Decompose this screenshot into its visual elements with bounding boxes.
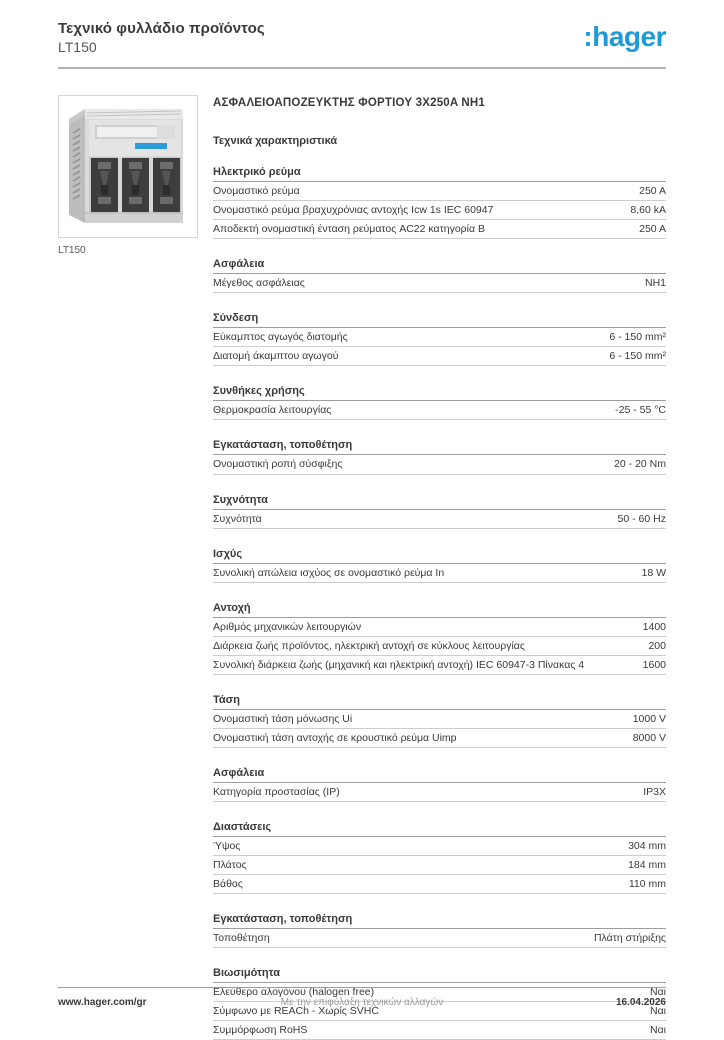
spec-value: 1400 (642, 620, 666, 633)
spec-row (213, 637, 666, 656)
product-image (58, 95, 198, 238)
spec-section (213, 602, 666, 675)
spec-row (213, 618, 666, 637)
spec-section (213, 694, 666, 748)
spec-label: Ονομαστικό ρεύμα βραχυχρόνιας αντοχής Icw 1s IEC 60947 (213, 204, 494, 217)
spec-label: Αριθμός μηχανικών λειτουργιών (213, 620, 362, 633)
spec-row (213, 347, 666, 366)
spec-row (213, 274, 666, 293)
spec-value: Ναι (650, 1005, 666, 1018)
spec-row (213, 510, 666, 529)
spec-value: Πλάτη στήριξης (593, 932, 666, 945)
spec-value: IP3X (643, 785, 666, 798)
spec-label: Ύψος (213, 840, 241, 852)
spec-row (213, 455, 666, 474)
spec-section-title: Εγκατάσταση, τοποθέτηση (213, 913, 666, 929)
product-image-column (58, 95, 213, 1040)
document-type-title: Τεχνικό φυλλάδιο προϊόντος (58, 20, 265, 37)
spec-value: 8,60 kA (630, 204, 666, 217)
technical-characteristics-heading: Τεχνικά χαρακτηριστικά (213, 135, 338, 147)
product-reference: LT150 (58, 39, 97, 55)
spec-value: 6 - 150 mm² (609, 331, 666, 344)
spec-section (213, 312, 666, 366)
spec-row (213, 1021, 666, 1040)
specifications-column (213, 95, 666, 1040)
spec-label: Ελεύθερο αλογόνου (halogen free) (213, 986, 375, 999)
spec-label: Συμμόρφωση RoHS (213, 1024, 308, 1037)
spec-section-title: Βιωσιμότητα (213, 967, 666, 983)
spec-sections (213, 166, 666, 1040)
footer-disclaimer: Με την επιφύλαξη τεχνικών αλλαγών (280, 997, 444, 1008)
spec-section (213, 821, 666, 894)
spec-section-title: Διαστάσεις (213, 821, 666, 837)
spec-row (213, 401, 666, 420)
spec-label: Εύκαμπτος αγωγός διατομής (213, 331, 348, 344)
spec-label: Αποδεκτή ονομαστική ένταση ρεύματος AC22 κατηγορία B (213, 223, 485, 236)
footer-website: www.hager.com/gr (58, 997, 147, 1008)
spec-row (213, 856, 666, 875)
header-titles (58, 20, 265, 55)
spec-label: Ονομαστική ροπή σύσφιξης (213, 458, 343, 471)
spec-section (213, 439, 666, 474)
spec-label: Μέγεθος ασφάλειας (213, 277, 305, 290)
spec-section-title: Τάση (213, 694, 666, 710)
spec-section (213, 166, 666, 239)
spec-value: 110 mm (628, 878, 666, 891)
spec-section-title: Ασφάλεια (213, 258, 666, 274)
spec-value: 8000 V (632, 731, 666, 744)
spec-value: 6 - 150 mm² (609, 350, 666, 363)
spec-value: 18 W (641, 566, 666, 579)
footer-date: 16.04.2026 (615, 997, 666, 1008)
spec-label: Πλάτος (213, 859, 247, 872)
spec-label: Συνολική διάρκεια ζωής (μηχανική και ηλεκτρική αντοχή) IEC 60947-3 Πίνακας 4 (213, 658, 585, 671)
spec-row (213, 656, 666, 675)
spec-value: 250 A (639, 185, 666, 197)
spec-section (213, 913, 666, 948)
spec-section (213, 767, 666, 802)
spec-section-title: Συχνότητα (213, 494, 666, 510)
spec-value: 50 - 60 Hz (617, 512, 666, 525)
hager-logo: :hager (583, 21, 666, 52)
spec-section-title: Εγκατάσταση, τοποθέτηση (213, 439, 666, 455)
spec-value: 304 mm (628, 840, 666, 852)
spec-label: Κατηγορία προστασίας (IP) (213, 785, 340, 798)
spec-row (213, 783, 666, 802)
spec-row (213, 201, 666, 220)
page-footer (58, 987, 666, 1008)
page-header (58, 0, 666, 69)
spec-value: 20 - 20 Nm (614, 458, 666, 471)
spec-section-title: Σύνδεση (213, 312, 666, 328)
spec-row (213, 220, 666, 239)
spec-label: Διατομή άκαμπτου αγωγού (213, 350, 339, 363)
spec-value: 184 mm (628, 859, 666, 872)
spec-label: Σύμφωνο με REACh - Χωρίς SVHC (213, 1005, 379, 1018)
spec-label: Βάθος (213, 878, 243, 891)
spec-value: 200 (648, 639, 666, 652)
spec-section-title: Αντοχή (213, 602, 666, 618)
spec-section (213, 385, 666, 420)
spec-section-title: Ασφάλεια (213, 767, 666, 783)
spec-row (213, 729, 666, 748)
spec-row (213, 182, 666, 201)
fuse-switch-disconnector-illustration (65, 101, 191, 232)
spec-value: NH1 (644, 277, 666, 290)
spec-value: 1000 V (632, 712, 666, 725)
spec-section-title: Ισχύς (213, 548, 666, 564)
product-title: ΑΣΦΑΛΕΙΟΑΠΟΖΕΥΚΤΗΣ ΦΟΡΤΙΟΥ 3X250A NH1 (213, 97, 485, 109)
spec-value: 250 A (639, 223, 666, 236)
spec-section-title: Συνθήκες χρήσης (213, 385, 666, 401)
spec-label: Συχνότητα (213, 512, 262, 525)
spec-value: 1600 (642, 658, 666, 671)
spec-row (213, 564, 666, 583)
spec-section (213, 548, 666, 583)
spec-label: Ονομαστική τάση αντοχής σε κρουστικό ρεύμα Uimp (213, 731, 457, 744)
spec-value: -25 - 55 °C (615, 404, 666, 417)
spec-row (213, 929, 666, 948)
spec-label: Συνολική απώλεια ισχύος σε ονομαστικό ρεύμα In (213, 566, 445, 579)
spec-section-title: Ηλεκτρικό ρεύμα (213, 166, 666, 182)
spec-value: Ναι (650, 1024, 666, 1037)
spec-row (213, 710, 666, 729)
spec-label: Ονομαστική τάση μόνωσης Ui (213, 712, 353, 725)
spec-value: Ναι (650, 986, 666, 999)
main-content (58, 95, 666, 1040)
spec-section (213, 494, 666, 529)
spec-row (213, 328, 666, 347)
spec-label: Ονομαστικό ρεύμα (213, 185, 300, 197)
product-image-caption: LT150 (58, 245, 86, 256)
spec-row (213, 837, 666, 856)
spec-label: Θερμοκρασία λειτουργίας (213, 404, 332, 417)
spec-section (213, 258, 666, 293)
spec-label: Διάρκεια ζωής προϊόντος, ηλεκτρική αντοχή σε κύκλους λειτουργίας (213, 639, 525, 652)
spec-label: Τοποθέτηση (213, 932, 270, 945)
spec-row (213, 875, 666, 894)
